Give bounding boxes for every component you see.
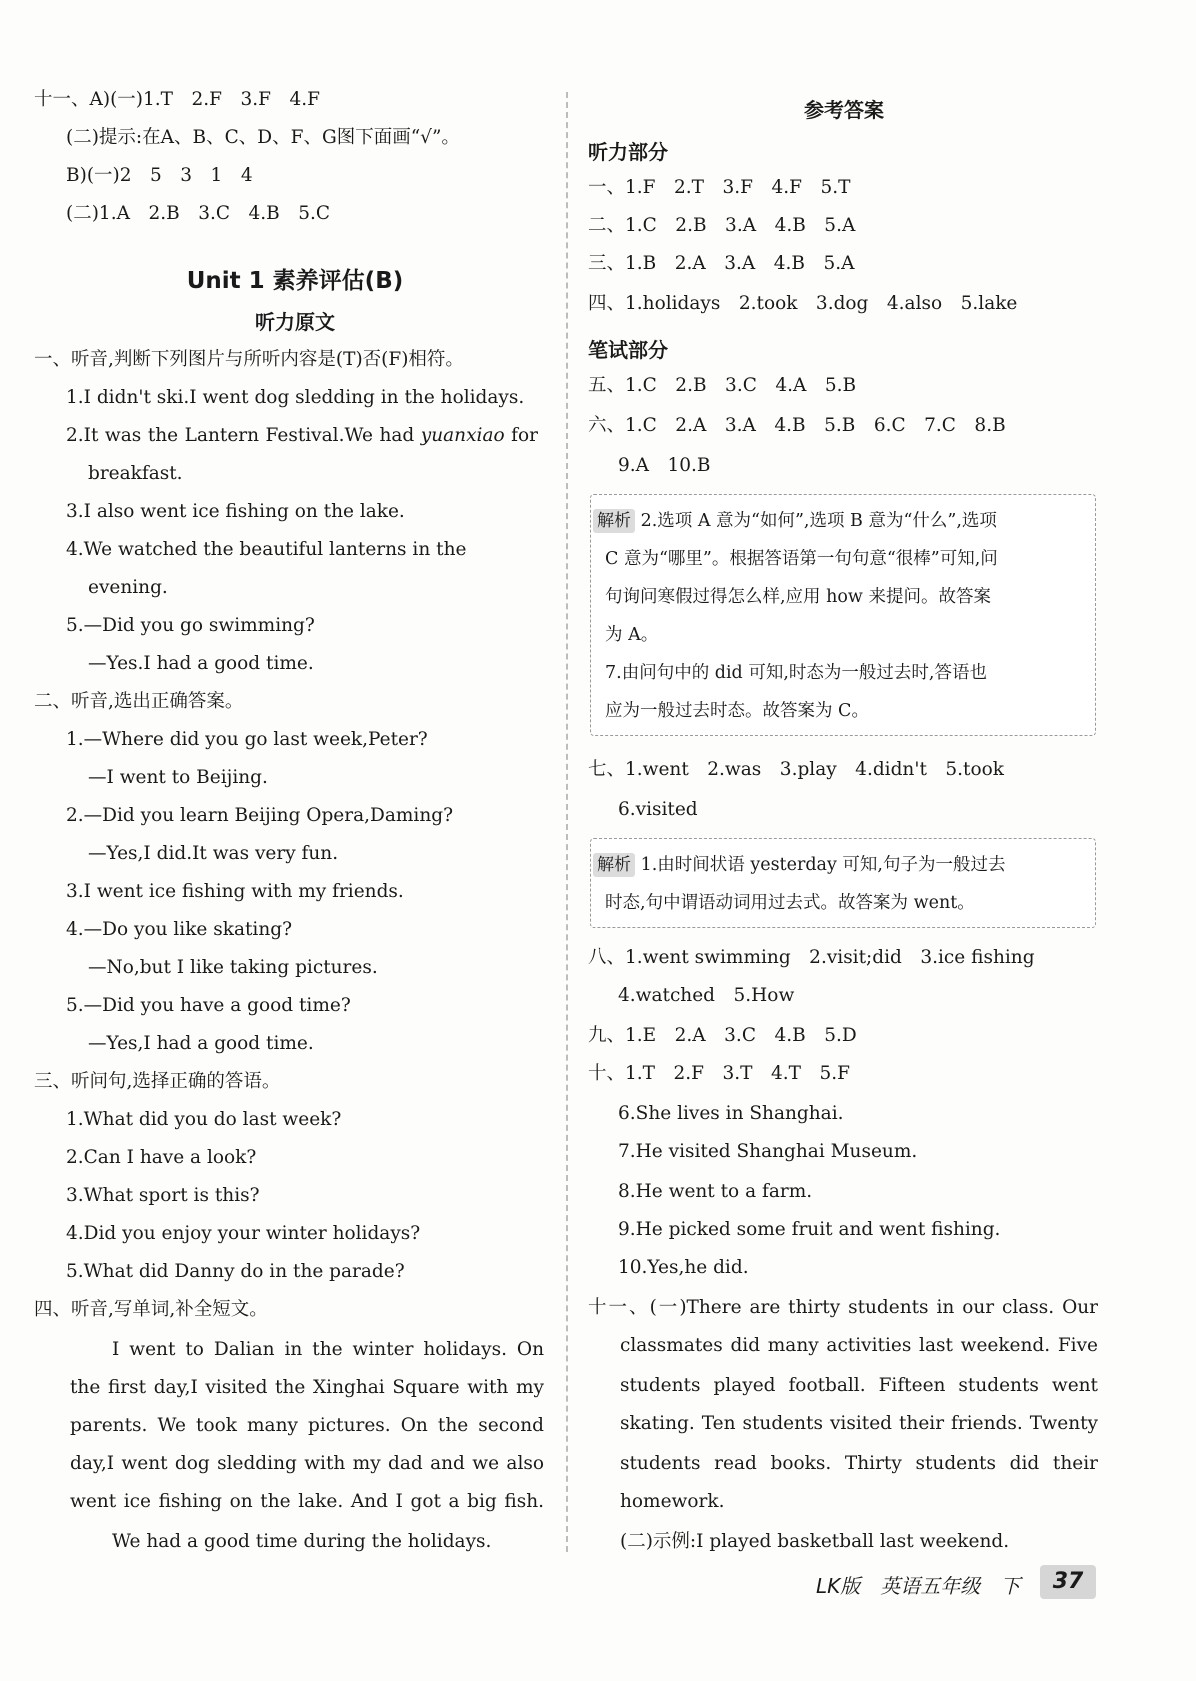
analysis-tag: 解析 — [593, 853, 635, 877]
answer-line: (二)示例:I played basketball last weekend. — [620, 1531, 1010, 1552]
answer-line: skating. Ten students visited their friends. Twenty — [620, 1413, 1098, 1434]
script-line: 3.I also went ice fishing on the lake. — [66, 501, 405, 522]
analysis-line — [593, 509, 997, 533]
answer-line: (二)1.A 2.B 3.C 4.B 5.C — [66, 203, 331, 224]
script-line: 1.What did you do last week? — [66, 1109, 342, 1130]
answer-line: (二)提示:在A、B、C、D、F、G图下面画“√”。 — [66, 127, 460, 148]
script-line: —Yes.I had a good time. — [88, 653, 314, 674]
column-divider — [566, 92, 568, 1552]
answer-line: 9.He picked some fruit and went fishing. — [618, 1219, 1001, 1240]
listening-script-title: 听力原文 — [255, 310, 335, 334]
answer-line: students played football. Fifteen students went — [620, 1375, 1098, 1396]
script-text: for — [511, 425, 538, 446]
script-line: evening. — [88, 577, 168, 598]
unit-title: Unit 1 素养评估(B) — [186, 268, 404, 294]
answer-line: 六、1.C 2.A 3.A 4.B 5.B 6.C 7.C 8.B — [588, 415, 1006, 436]
section-heading: 三、听问句,选择正确的答语。 — [34, 1071, 281, 1092]
analysis-line — [593, 853, 1005, 877]
answer-line: 四、1.holidays 2.took 3.dog 4.also 5.lake — [588, 293, 1018, 314]
passage-line: I went to Dalian in the winter holidays. On — [112, 1339, 544, 1360]
edition-label: LK版 英语五年级 下 — [816, 1574, 1021, 1598]
analysis-line: 7.由问句中的 did 可知,时态为一般过去时,答语也 — [605, 663, 987, 683]
script-line: —No,but I like taking pictures. — [88, 957, 378, 978]
analysis-text: 1.由时间状语 yesterday 可知,句子为一般过去 — [640, 855, 1006, 875]
script-line: 1.—Where did you go last week,Peter? — [66, 729, 428, 750]
script-line: 5.—Did you have a good time? — [66, 995, 351, 1016]
analysis-line: 句询问寒假过得怎么样,应用 how 来提问。故答案 — [605, 587, 991, 607]
analysis-box — [590, 838, 1096, 928]
script-line: —Yes,I did.It was very fun. — [88, 843, 339, 864]
analysis-tag: 解析 — [593, 509, 635, 533]
script-line: 5.—Did you go swimming? — [66, 615, 315, 636]
answer-line: 9.A 10.B — [618, 455, 711, 476]
answer-key-title: 参考答案 — [804, 98, 884, 122]
analysis-box — [590, 494, 1096, 736]
answer-line: 九、1.E 2.A 3.C 4.B 5.D — [588, 1025, 857, 1046]
script-italic-word: yuanxiao — [420, 425, 505, 446]
analysis-text: 2.选项 A 意为“如何”,选项 B 意为“什么”,选项 — [640, 511, 997, 531]
script-line: 5.What did Danny do in the parade? — [66, 1261, 405, 1282]
answer-line: 五、1.C 2.B 3.C 4.A 5.B — [588, 375, 857, 396]
answer-line: classmates did many activities last weekend. Five — [620, 1335, 1098, 1356]
script-line: 3.I went ice fishing with my friends. — [66, 881, 404, 902]
script-line: 4.—Do you like skating? — [66, 919, 293, 940]
script-line: 1.I didn't ski.I went dog sledding in the holidays. — [66, 387, 525, 408]
passage-line: We had a good time during the holidays. — [112, 1531, 492, 1552]
script-text: 2.It was the Lantern Festival.We had — [66, 425, 415, 446]
analysis-line: C 意为“哪里”。根据答语第一句句意“很棒”可知,问 — [605, 549, 998, 569]
answer-line: 6.She lives in Shanghai. — [618, 1103, 844, 1124]
page-number: 37 — [1040, 1565, 1096, 1599]
answer-line: 10.Yes,he did. — [618, 1257, 749, 1278]
answer-line: 4.watched 5.How — [618, 985, 795, 1006]
passage-line: the first day,I visited the Xinghai Square with my — [70, 1377, 544, 1398]
script-line: 4.We watched the beautiful lanterns in the — [66, 539, 467, 560]
script-line: breakfast. — [88, 463, 183, 484]
script-line: 4.Did you enjoy your winter holidays? — [66, 1223, 421, 1244]
answer-line: 八、1.went swimming 2.visit;did 3.ice fishing — [588, 947, 1035, 968]
passage-line: day,I went dog sledding with my dad and we also — [70, 1453, 544, 1474]
section-heading: 一、听音,判断下列图片与所听内容是(T)否(F)相符。 — [34, 349, 464, 370]
passage-line: parents. We took many pictures. On the second — [70, 1415, 544, 1436]
listening-part-title: 听力部分 — [588, 140, 668, 164]
analysis-line: 为 A。 — [605, 625, 659, 645]
answer-line: 七、1.went 2.was 3.play 4.didn't 5.took — [588, 759, 1004, 780]
script-line: —Yes,I had a good time. — [88, 1033, 314, 1054]
answer-line: 6.visited — [618, 799, 698, 820]
answer-line: 8.He went to a farm. — [618, 1181, 813, 1202]
passage-line: went ice fishing on the lake. And I got a big fish. — [70, 1491, 544, 1512]
script-line: —I went to Beijing. — [88, 767, 268, 788]
script-line: 2.Can I have a look? — [66, 1147, 257, 1168]
answer-line: 十、1.T 2.F 3.T 4.T 5.F — [588, 1063, 850, 1084]
answer-line: 十一、(一)There are thirty students in our class. Our — [588, 1297, 1098, 1318]
answer-line: students read books. Thirty students did their — [620, 1453, 1098, 1474]
answer-line: 7.He visited Shanghai Museum. — [618, 1141, 918, 1162]
script-line — [66, 424, 538, 448]
script-line: 2.—Did you learn Beijing Opera,Daming? — [66, 805, 454, 826]
answer-line: 一、1.F 2.T 3.F 4.F 5.T — [588, 177, 851, 198]
script-line: 3.What sport is this? — [66, 1185, 260, 1206]
section-heading: 四、听音,写单词,补全短文。 — [34, 1299, 268, 1320]
written-part-title: 笔试部分 — [588, 338, 668, 362]
answer-line: 二、1.C 2.B 3.A 4.B 5.A — [588, 215, 856, 236]
answer-line: 十一、A)(一)1.T 2.F 3.F 4.F — [34, 89, 320, 110]
answer-line: 三、1.B 2.A 3.A 4.B 5.A — [588, 253, 855, 274]
answer-line: B)(一)2 5 3 1 4 — [66, 165, 253, 186]
analysis-line: 应为一般过去时态。故答案为 C。 — [605, 701, 869, 721]
section-heading: 二、听音,选出正确答案。 — [34, 691, 244, 712]
answer-line: homework. — [620, 1491, 725, 1512]
analysis-line: 时态,句中谓语动词用过去式。故答案为 went。 — [605, 893, 975, 913]
